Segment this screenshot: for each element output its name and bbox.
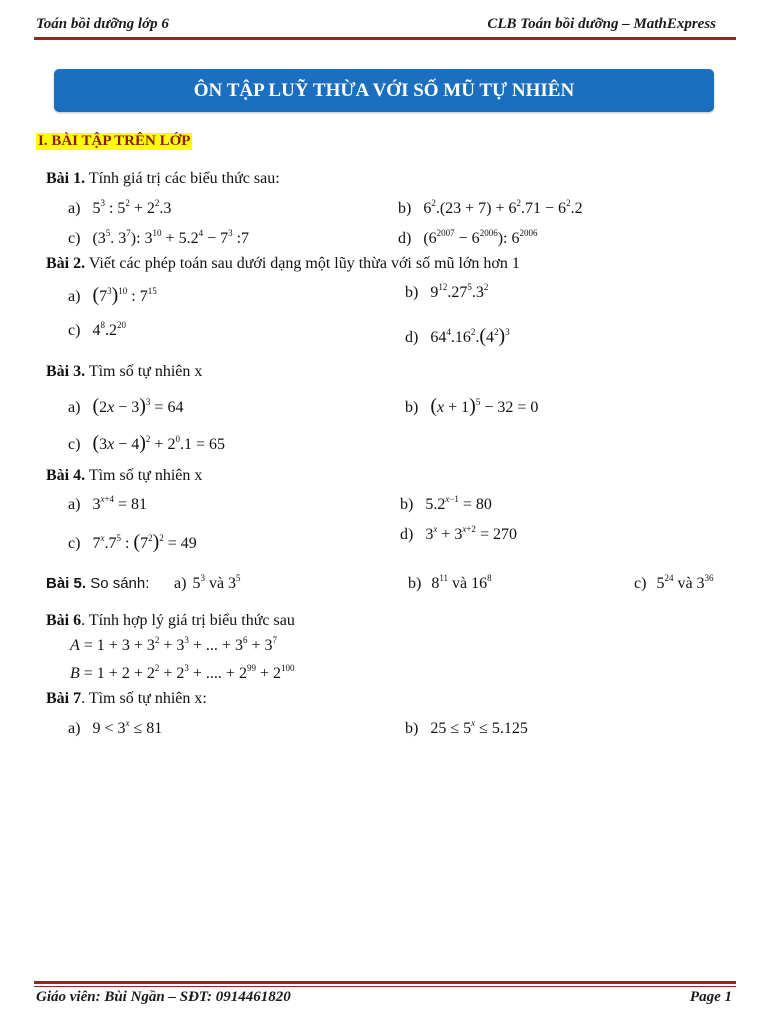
math-expression: $(x + 1)^5 - 32 = 0$ xyxy=(430,395,539,417)
item-label: a) xyxy=(68,720,81,737)
item-label: a) xyxy=(68,399,81,416)
math-expression: $4^8.2^{20}$ xyxy=(92,320,126,339)
header-left: Toán bồi dưỡng lớp 6 xyxy=(36,16,169,32)
exercise-2-label: Bài 2. xyxy=(46,255,86,272)
item-label: c) xyxy=(634,575,647,592)
math-expression: $6^2.(23 + 7) + 6^2.71 - 6^2.2$ xyxy=(423,198,583,217)
exercise-3-label: Bài 3. xyxy=(46,363,86,380)
item-label: d) xyxy=(398,230,412,247)
exercise-7-heading xyxy=(46,690,207,708)
exercise-7-item-b xyxy=(405,720,528,738)
exercise-6-label: Bài 6 xyxy=(46,612,82,629)
exercise-2-item-d xyxy=(405,325,510,348)
math-expression: $25 \le 5^x \le 5.125$ xyxy=(430,718,528,737)
exercise-4-text: Tìm số tự nhiên x xyxy=(85,467,203,484)
exercise-4-item-a xyxy=(68,496,147,514)
header-right: CLB Toán bồi dưỡng – MathExpress xyxy=(487,16,716,32)
math-expression: $5.2^{x-1} = 80$ xyxy=(425,494,492,513)
exercise-1-item-c xyxy=(68,230,249,248)
exercise-1-item-b xyxy=(398,200,583,218)
header-rule xyxy=(34,37,736,40)
exercise-7-item-a xyxy=(68,720,162,738)
math-expression: $5^3$ : $5^2 + 2^2.3$ xyxy=(92,198,172,217)
comparison-word: và xyxy=(208,575,225,592)
math-expression: $7^x.7^5$ : $(7^2)^2 = 49$ xyxy=(92,531,197,553)
item-label: c) xyxy=(68,535,81,552)
item-label: a) xyxy=(174,575,187,592)
exercise-5-item-b xyxy=(408,575,492,593)
footer-rule-thin xyxy=(34,986,736,987)
math-expression: $64^4.16^2.(4^2)^3$ xyxy=(430,325,510,347)
math-expression: $5^{24}$ và $3^{36}$ xyxy=(656,573,714,592)
page-number: Page 1 xyxy=(689,989,732,1005)
math-expression: $(3x - 4)^2 + 2^0.1 = 65$ xyxy=(92,432,225,454)
item-label: d) xyxy=(400,526,414,543)
exercise-1-label: Bài 1. xyxy=(46,170,86,187)
exercise-5-heading xyxy=(46,575,149,592)
exercise-5-item-c xyxy=(634,575,714,593)
exercise-4-heading xyxy=(46,467,202,485)
item-label: b) xyxy=(408,575,422,592)
exercise-1-item-a xyxy=(68,200,171,218)
comparison-word: và xyxy=(677,575,693,592)
footer-left: Giáo viên: Bùi Ngần – SĐT: 0914461820 xyxy=(36,989,291,1005)
item-label: a) xyxy=(68,288,81,305)
section-heading: I. BÀI TẬP TRÊN LỚP xyxy=(38,133,191,149)
item-label: a) xyxy=(68,496,81,513)
item-label: b) xyxy=(405,720,419,737)
exercise-2-item-c xyxy=(68,322,126,340)
exercise-2-item-b xyxy=(405,284,488,302)
exercise-3-heading xyxy=(46,363,202,381)
exercise-7-text: . Tìm số tự nhiên x: xyxy=(81,690,207,707)
item-label: c) xyxy=(68,322,81,339)
math-expression: $8^{11}$ và $16^8$ xyxy=(431,573,492,592)
exercise-5-text: So sánh: xyxy=(86,575,150,592)
exercise-4-item-c xyxy=(68,531,197,554)
math-expression: $5^3$ và $3^5$ xyxy=(192,573,241,592)
exercise-4-item-d xyxy=(400,526,517,544)
item-label: d) xyxy=(405,329,419,346)
title-banner xyxy=(54,69,714,112)
exercise-5-label: Bài 5. xyxy=(46,575,87,592)
exercise-6-text: . Tính hợp lý giá trị biểu thức sau xyxy=(81,612,295,629)
math-expression: $3^x + 3^{x+2} = 270$ xyxy=(425,524,517,543)
item-label: b) xyxy=(405,399,419,416)
exercise-4-label: Bài 4. xyxy=(46,467,86,484)
exercise-3-item-a xyxy=(68,395,183,418)
exercise-4-item-b xyxy=(400,496,492,514)
math-expression: $9 < 3^x \le 81$ xyxy=(92,718,163,737)
exercise-2-item-a xyxy=(68,284,157,307)
exercise-5-item-a xyxy=(174,575,241,593)
math-expression: $(2x - 3)^3 = 64$ xyxy=(92,395,184,417)
exercise-3-item-b xyxy=(405,395,538,418)
exercise-2-heading xyxy=(46,255,520,273)
exercise-6-heading xyxy=(46,612,295,630)
exercise-6-expression-a: $A = 1 + 3 + 3^2 + 3^3$ + ... + $3^6 + 3^7$ xyxy=(70,635,277,654)
exercise-1-text: Tính giá trị các biểu thức sau: xyxy=(85,170,280,187)
math-expression: $(6^{2007} - 6^{2006})$: $6^{2006}$ xyxy=(423,228,538,247)
footer-rule xyxy=(34,981,736,984)
exercise-1-item-d xyxy=(398,230,537,248)
item-label: c) xyxy=(68,230,81,247)
item-label: b) xyxy=(405,284,419,301)
item-label: b) xyxy=(400,496,414,513)
item-label: a) xyxy=(68,200,81,217)
math-expression: ($3^5$. $3^7$): $3^{10} + 5.2^4 - 7^3$ :7 xyxy=(92,228,250,247)
exercise-6-expression-b: $B = 1 + 2 + 2^2 + 2^3$ + .... + $2^{99} + 2^{100}$ xyxy=(70,663,295,682)
item-label: c) xyxy=(68,436,81,453)
math-expression: $3^{x+4} = 81$ xyxy=(92,494,148,513)
exercise-3-text: Tìm số tự nhiên x xyxy=(85,363,203,380)
page-title: ÔN TẬP LUỸ THỪA VỚI SỐ MŨ TỰ NHIÊN xyxy=(193,79,575,101)
item-label: b) xyxy=(398,200,412,217)
exercise-1-heading xyxy=(46,170,280,188)
comparison-word: và xyxy=(452,575,468,592)
exercise-2-text: Viết các phép toán sau dưới dạng một lũy thừa với số mũ lớn hơn 1 xyxy=(85,255,520,272)
math-expression: $9^{12}.27^5.3^2$ xyxy=(430,282,489,301)
exercise-7-label: Bài 7 xyxy=(46,690,82,707)
math-expression: $(7^3)^{10}$ : $7^{15}$ xyxy=(92,284,157,306)
exercise-3-item-c xyxy=(68,432,225,455)
